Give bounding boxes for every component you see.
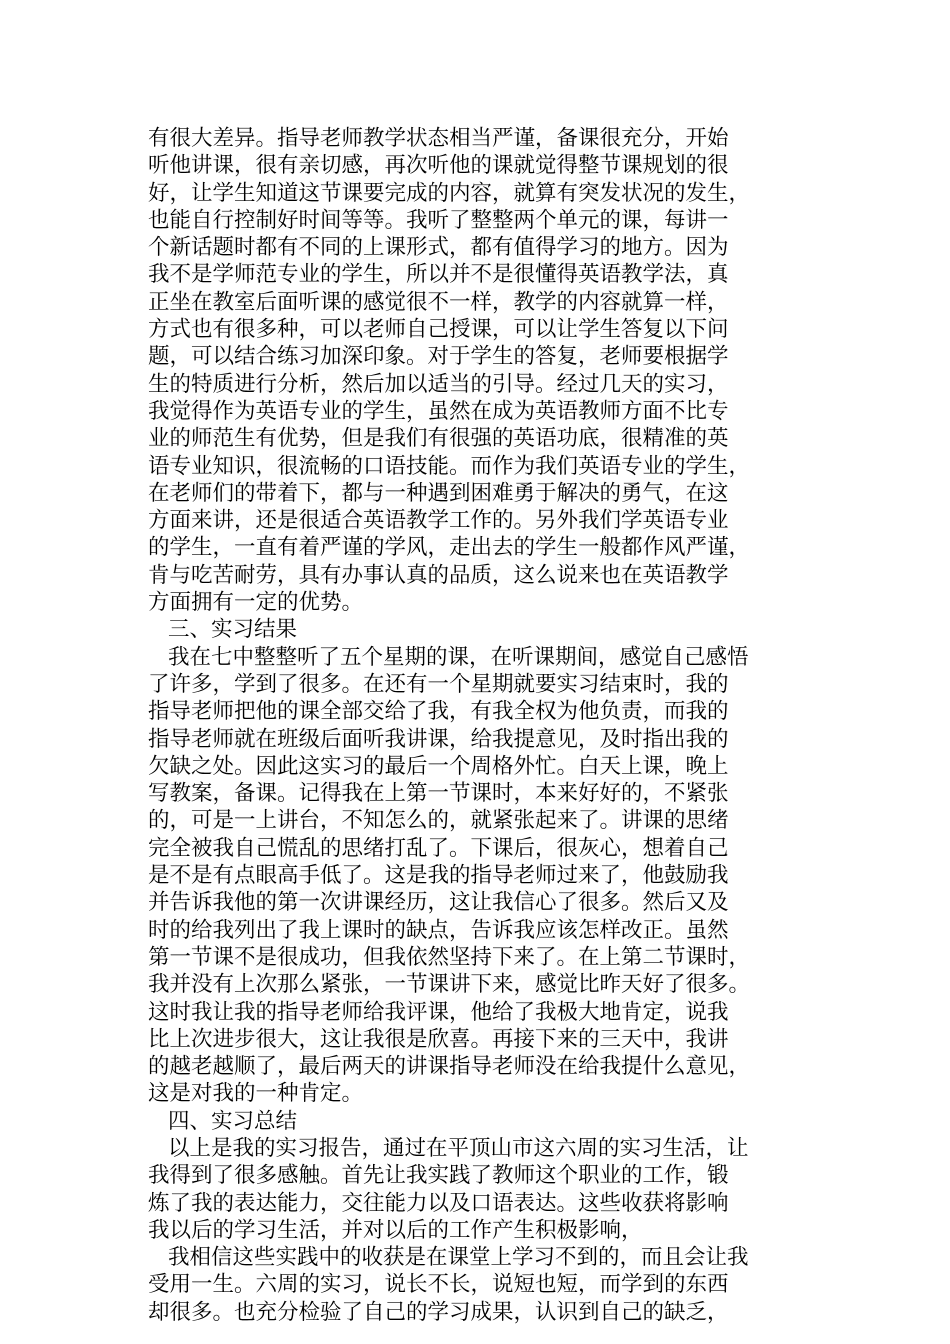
text-line: 三、实习结果	[168, 617, 298, 643]
text-line: 比上次进步很大，这让我很是欣喜。再接下来的三天中，我讲	[148, 1026, 729, 1052]
text-line: 炼了我的表达能力，交往能力以及口语表达。这些收获将影响	[148, 1190, 729, 1216]
text-line: 我觉得作为英语专业的学生，虽然在成为英语教师方面不比专	[148, 398, 729, 424]
text-line: 的越老越顺了，最后两天的讲课指导老师没在给我提什么意见，	[148, 1054, 751, 1080]
text-line: 在老师们的带着下，都与一种遇到困难勇于解决的勇气，在这	[148, 480, 729, 506]
text-line: 四、实习总结	[168, 1108, 298, 1134]
text-line: 方面拥有一定的优势。	[148, 590, 364, 616]
text-line: 却很多。也充分检验了自己的学习成果，认识到自己的缺乏，	[148, 1299, 729, 1325]
text-line: 指导老师就在班级后面听我讲课，给我提意见，及时指出我的	[148, 726, 729, 752]
text-line: 好，让学生知道这节课要完成的内容，就算有突发状况的发生，	[148, 180, 751, 206]
text-line: 指导老师把他的课全部交给了我，有我全权为他负责，而我的	[148, 699, 729, 725]
text-line: 这是对我的一种肯定。	[148, 1081, 364, 1107]
text-line: 欠缺之处。因此这实习的最后一个周格外忙。白天上课，晚上	[148, 753, 729, 779]
text-line: 写教案，备课。记得我在上第一节课时，本来好好的，不紧张	[148, 781, 729, 807]
text-line: 的，可是一上讲台，不知怎么的，就紧张起来了。讲课的思绪	[148, 808, 729, 834]
text-line: 有很大差异。指导老师教学状态相当严谨，备课很充分，开始	[148, 126, 729, 151]
text-line: 语专业知识，很流畅的口语技能。而作为我们英语专业的学生，	[148, 453, 751, 479]
text-line: 正坐在教室后面听课的感觉很不一样，教学的内容就算一样，	[148, 289, 729, 315]
text-line: 方面来讲，还是很适合英语教学工作的。另外我们学英语专业	[148, 508, 729, 534]
text-line: 以上是我的实习报告，通过在平顶山市这六周的实习生活，让	[168, 1135, 749, 1161]
text-line: 完全被我自己慌乱的思绪打乱了。下课后，很灰心，想着自己	[148, 835, 729, 861]
text-line: 我并没有上次那么紧张，一节课讲下来，感觉比昨天好了很多。	[148, 972, 751, 998]
text-line: 肯与吃苦耐劳，具有办事认真的品质，这么说来也在英语教学	[148, 562, 729, 588]
text-line: 业的师范生有优势，但是我们有很强的英语功底，很精准的英	[148, 426, 729, 452]
text-line: 了许多，学到了很多。在还有一个星期就要实习结束时，我的	[148, 671, 729, 697]
text-line: 我不是学师范专业的学生，所以并不是很懂得英语教学法，真	[148, 262, 729, 288]
text-line: 这时我让我的指导老师给我评课，他给了我极大地肯定，说我	[148, 999, 729, 1025]
text-line: 第一节课不是很成功，但我依然坚持下来了。在上第二节课时，	[148, 944, 751, 970]
text-line: 受用一生。六周的实习，说长不长，说短也短，而学到的东西	[148, 1272, 729, 1298]
text-line: 题，可以结合练习加深印象。对于学生的答复，老师要根据学	[148, 344, 729, 370]
text-line: 我以后的学习生活，并对以后的工作产生积极影响，	[148, 1217, 643, 1243]
text-line: 听他讲课，很有亲切感，再次听他的课就觉得整节课规划的很	[148, 153, 729, 179]
text-line: 我相信这些实践中的收获是在课堂上学习不到的，而且会让我	[168, 1245, 749, 1271]
text-line: 并告诉我他的第一次讲课经历，这让我信心了很多。然后又及	[148, 890, 729, 916]
text-line: 的学生，一直有着严谨的学风，走出去的学生一般都作风严谨，	[148, 535, 751, 561]
text-line: 时的给我列出了我上课时的缺点，告诉我应该怎样改正。虽然	[148, 917, 729, 943]
text-line: 也能自行控制好时间等等。我听了整整两个单元的课，每讲一	[148, 207, 729, 233]
text-line: 个新话题时都有不同的上课形式，都有值得学习的地方。因为	[148, 235, 729, 261]
text-line: 方式也有很多种，可以老师自己授课，可以让学生答复以下问	[148, 317, 729, 343]
text-line: 我得到了很多感触。首先让我实践了教师这个职业的工作，锻	[148, 1163, 729, 1189]
text-line: 是不是有点眼高手低了。这是我的指导老师过来了，他鼓励我	[148, 863, 729, 889]
text-line: 生的特质进行分析，然后加以适当的引导。经过几天的实习，	[148, 371, 729, 397]
text-line: 我在七中整整听了五个星期的课，在听课期间，感觉自己感悟	[168, 644, 749, 670]
document-body	[148, 125, 808, 1326]
